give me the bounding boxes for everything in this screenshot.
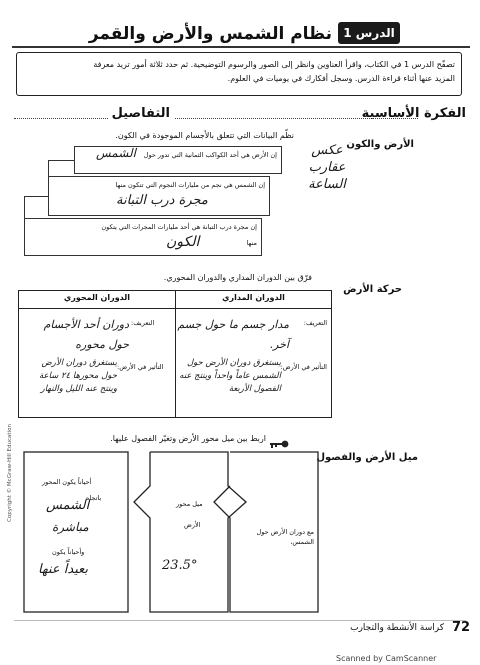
margin-note-line3: الساعة xyxy=(308,177,346,192)
page-title: نظام الشمس والأرض والقمر xyxy=(88,24,332,44)
seasons-left-answer2: مباشرة xyxy=(52,520,89,534)
orbital-effect-label: التأثير في الأرض: xyxy=(280,363,327,371)
organize-instruction: نظّم البيانات التي تتعلق بالأجسام الموجودة في الكون. xyxy=(115,131,294,140)
footer-rule xyxy=(14,620,466,621)
orbital-definition-label: التعريف: xyxy=(303,319,327,327)
intro-text-line1: تصفّح الدرس 1 في الكتاب، واقرأ العناوين وانظر إلى الصور والرسوم التوضيحية. ثم حدد ثلاثة أمور تريد معرفة xyxy=(93,60,455,69)
main-idea-heading: الفكرة الأساسية xyxy=(361,106,466,121)
stair-box-3-answer: الكون xyxy=(166,234,200,250)
seasons-left-answer3: بعيداً عنها xyxy=(38,562,89,577)
seasons-right-text: مع دوران الأرض حول الشمس، xyxy=(256,528,314,546)
axial-definition-label: التعريف: xyxy=(131,319,155,327)
label-earth-universe: الأرض والكون xyxy=(346,139,414,150)
seasons-left-text2: باتجاه xyxy=(86,494,102,502)
stair-box-2-prompt: إن الشمس هي نجم من مليارات النجوم التي تتكون منها xyxy=(115,181,265,189)
margin-note-line2: عقارب xyxy=(308,160,346,175)
axial-effect-answer: يستغرق دوران الأرض حول محورها ٢٤ ساعة وينتج عنه الليل والنهار xyxy=(38,358,117,394)
lesson-badge-text: الدرس 1 xyxy=(343,26,395,40)
stair-box-3-prompt: إن مجرة درب التبانة هي أحد مليارات المجرات التي يتكون xyxy=(101,223,257,231)
orbital-effect-answer: يستغرق دوران الأرض حول الشمس عاماً واحداً وينتج عنه الفصول الأربعة xyxy=(179,358,281,394)
label-tilt-seasons: ميل الأرض والفصول xyxy=(316,452,418,463)
intro-text-line2: المزيد عنها أثناء قراءة الدرس. وسجل أفكارك في يوميات في العلوم. xyxy=(227,74,455,83)
axial-effect-label: التأثير في الأرض: xyxy=(117,363,164,371)
column-header-axial: الدوران المحوري xyxy=(63,293,131,302)
stair-box-1-answer: الشمس xyxy=(96,146,136,160)
label-earth-motion: حركة الأرض xyxy=(343,284,402,295)
seasons-left-text3: وأحياناً يكون xyxy=(52,548,85,556)
details-heading: التفاصيل xyxy=(108,106,174,121)
page-number: 72 xyxy=(452,620,471,635)
seasons-left-answer1: الشمس xyxy=(46,498,90,513)
stair-box-1-prompt: إن الأرض هي أحد الكواكب الثمانية التي تدور حول xyxy=(143,151,277,159)
seasons-middle-text1: ميل محور xyxy=(176,500,203,508)
link-instruction: اربط بين ميل محور الأرض وتغيّر الفصول عليها. xyxy=(110,434,266,443)
seasons-middle-text2: الأرض xyxy=(184,521,201,529)
column-header-orbital: الدوران المداري xyxy=(222,293,285,302)
publisher-note: Copyright © McGraw-Hill Education xyxy=(7,424,13,522)
stair-box-2-answer: مجرة درب التبانة xyxy=(116,193,208,208)
book-title: كراسة الأنشطة والتجارب xyxy=(350,623,444,633)
compare-instruction: فرّق بين الدوران المداري والدوران المحوري. xyxy=(163,273,312,282)
stair-box-3-prefix: منها xyxy=(246,239,257,247)
scanner-watermark: Scanned by CamScanner xyxy=(336,654,437,663)
seasons-middle-answer: 23.5° xyxy=(162,558,198,573)
orbital-definition-answer: مدار جسم ما حول جسم آخر. xyxy=(177,318,289,351)
seasons-left-text1: أحياناً يكون المحور xyxy=(42,478,92,486)
axial-definition-answer: دوران أحد الأجسام حول محوره xyxy=(43,318,129,351)
margin-note-line1: عكس xyxy=(311,143,343,158)
